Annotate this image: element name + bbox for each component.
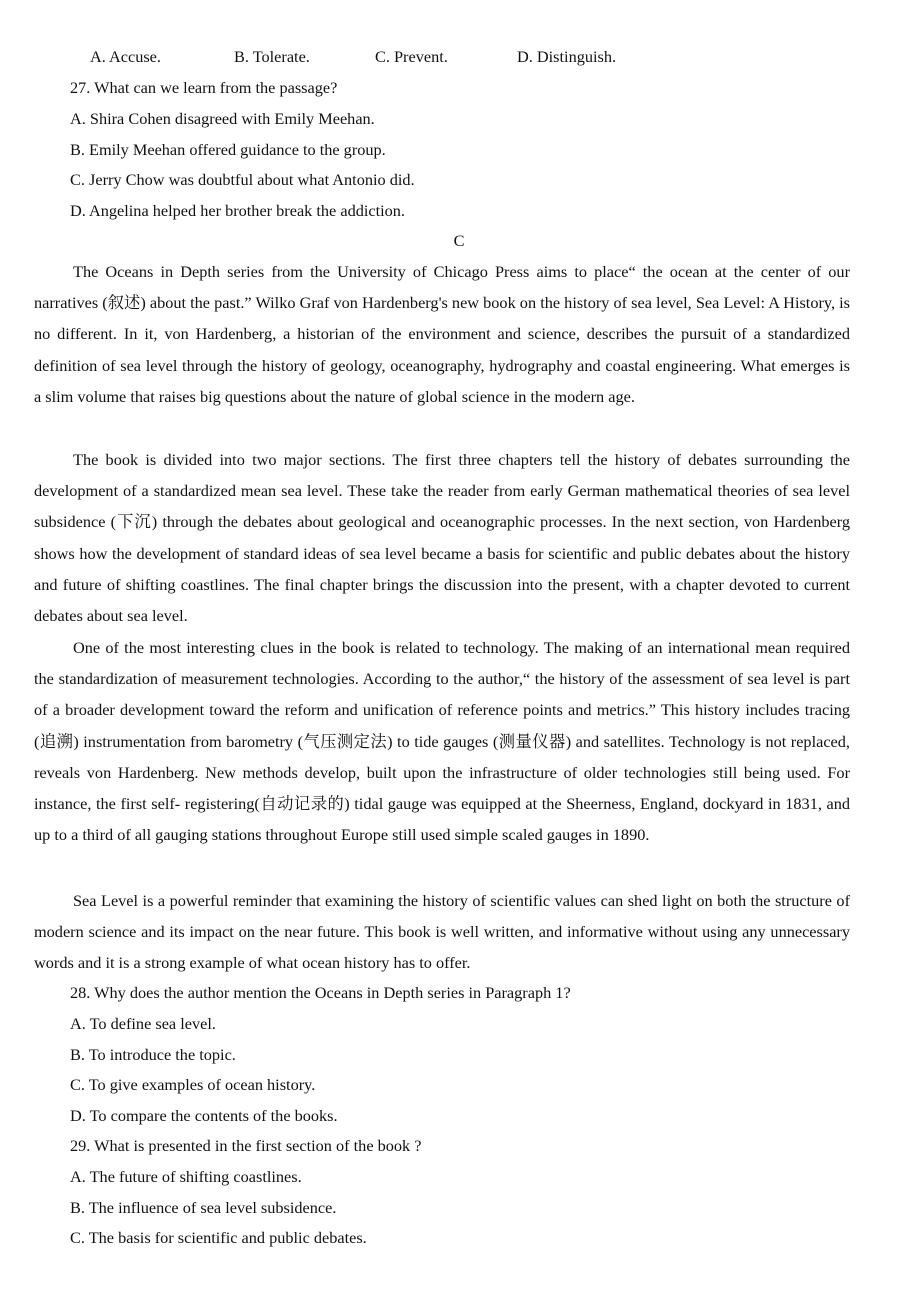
q29-question: 29. What is presented in the first section of the book ? [70, 1136, 422, 1155]
q26-option-c: C. Prevent. [375, 47, 448, 66]
passage-paragraph-4: Sea Level is a powerful reminder that examining the history of scientific values can shed light on both the structure of modern science and its impact on the near future. This book is well written, and informative without using any unnecessary words and it is a strong example of what ocean history has to offer. [34, 891, 850, 973]
q29-option-c: C. The basis for scientific and public debates. [70, 1228, 367, 1247]
q27-option-a: A. Shira Cohen disagreed with Emily Meehan. [70, 109, 375, 128]
q29-option-b: B. The influence of sea level subsidence. [70, 1198, 337, 1217]
q28-question: 28. Why does the author mention the Oceans in Depth series in Paragraph 1? [70, 983, 571, 1002]
q28-option-c: C. To give examples of ocean history. [70, 1075, 316, 1094]
q27-option-c: C. Jerry Chow was doubtful about what Antonio did. [70, 170, 415, 189]
passage-paragraph-1: The Oceans in Depth series from the University of Chicago Press aims to place“ the ocean at the center of our narratives (叙述) about the past.” Wilko Graf von Hardenberg's new book on the history of sea level, Sea Level: A History, is no different. In it, von Hardenberg, a historian of the environment and science, describes the pursuit of a standardized definition of sea level through the history of geology, oceanography, hydrography and coastal engineering. What emerges is a slim volume that raises big questions about the nature of global science in the modern age. [34, 262, 850, 406]
section-heading: C [453, 231, 465, 250]
q27-question: 27. What can we learn from the passage? [70, 78, 338, 97]
q28-option-b: B. To introduce the topic. [70, 1045, 236, 1064]
q28-option-d: D. To compare the contents of the books. [70, 1106, 338, 1125]
q27-option-d: D. Angelina helped her brother break the addiction. [70, 201, 406, 220]
q28-option-a: A. To define sea level. [70, 1014, 216, 1033]
q26-option-b: B. Tolerate. [234, 47, 310, 66]
passage-paragraph-2: The book is divided into two major sections. The first three chapters tell the history of debates surrounding the development of a standardized mean sea level. These take the reader from early German mathematical theories of sea level subsidence (下沉) through the debates about geological and oceanographic processes. In the next section, von Hardenberg shows how the development of standard ideas of sea level became a basis for scientific and public debates about the history and future of shifting coastlines. The final chapter brings the discussion into the present, with a chapter devoted to current debates about sea level. [34, 450, 850, 626]
q26-option-a: A. Accuse. [90, 47, 161, 66]
passage-paragraph-3: One of the most interesting clues in the book is related to technology. The making of an international mean required the standardization of measurement technologies. According to the author,“ the history of the assessment of sea level is part of a broader development toward the reform and unification of reference points and metrics.” This history includes tracing (追溯) instrumentation from barometry (气压测定法) to tide gauges (测量仪器) and satellites. Technology is not replaced, reveals von Hardenberg. New methods develop, built upon the infrastructure of older technologies still being used. For instance, the first self- registering(自动记录的) tidal gauge was equipped at the Sheerness, England, dockyard in 1831, and up to a third of all gauging stations throughout Europe still used simple scaled gauges in 1890. [34, 638, 850, 845]
q27-option-b: B. Emily Meehan offered guidance to the group. [70, 140, 386, 159]
q26-option-d: D. Distinguish. [517, 47, 617, 66]
q29-option-a: A. The future of shifting coastlines. [70, 1167, 302, 1186]
